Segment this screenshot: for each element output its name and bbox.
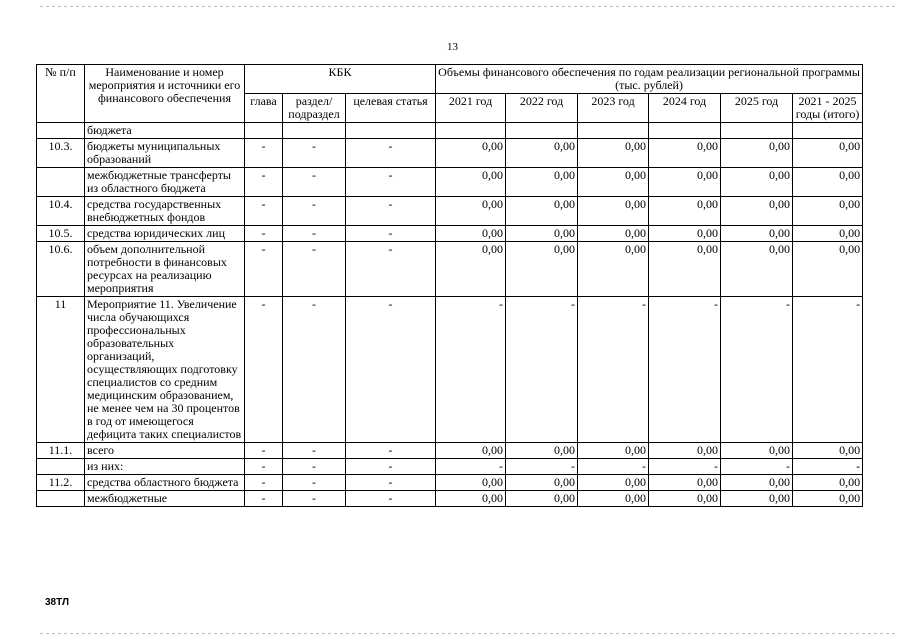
row-kbk-razdel: - bbox=[283, 491, 346, 507]
table-row bbox=[37, 168, 863, 197]
row-kbk-razdel: - bbox=[283, 139, 346, 168]
footer-stamp: 38ТЛ bbox=[45, 597, 69, 608]
row-value: 0,00 bbox=[721, 197, 793, 226]
row-name: средства юридических лиц bbox=[85, 226, 245, 242]
row-value: - bbox=[721, 297, 793, 443]
row-value: 0,00 bbox=[793, 443, 863, 459]
row-value: - bbox=[793, 297, 863, 443]
row-value: - bbox=[436, 297, 506, 443]
header-row-1 bbox=[37, 65, 863, 94]
row-value: 0,00 bbox=[721, 168, 793, 197]
row-value: 0,00 bbox=[506, 226, 578, 242]
row-kbk-glava: - bbox=[245, 139, 283, 168]
row-value: 0,00 bbox=[793, 168, 863, 197]
table-row bbox=[37, 297, 863, 443]
row-number: 11.1. bbox=[37, 443, 85, 459]
row-value: 0,00 bbox=[578, 168, 649, 197]
row-kbk-statya: - bbox=[346, 297, 436, 443]
table-row bbox=[37, 491, 863, 507]
row-value: 0,00 bbox=[578, 443, 649, 459]
row-value: 0,00 bbox=[578, 242, 649, 297]
row-value: 0,00 bbox=[436, 475, 506, 491]
row-value: 0,00 bbox=[506, 168, 578, 197]
row-value bbox=[721, 123, 793, 139]
row-kbk-statya: - bbox=[346, 475, 436, 491]
row-kbk-razdel: - bbox=[283, 168, 346, 197]
row-name: межбюджетные трансферты из областного бюджета bbox=[85, 168, 245, 197]
row-value: 0,00 bbox=[721, 226, 793, 242]
row-value: 0,00 bbox=[649, 197, 721, 226]
page-number: 13 bbox=[447, 41, 458, 53]
row-kbk-statya: - bbox=[346, 491, 436, 507]
header-year-2022: 2022 год bbox=[506, 94, 578, 123]
header-year-2023: 2023 год bbox=[578, 94, 649, 123]
table-row bbox=[37, 459, 863, 475]
row-value: 0,00 bbox=[793, 475, 863, 491]
row-value: 0,00 bbox=[436, 491, 506, 507]
row-kbk-razdel: - bbox=[283, 242, 346, 297]
row-name: средства государственных внебюджетных фондов bbox=[85, 197, 245, 226]
row-kbk-glava: - bbox=[245, 226, 283, 242]
row-number bbox=[37, 123, 85, 139]
row-value: 0,00 bbox=[793, 242, 863, 297]
header-num: № п/п bbox=[37, 65, 85, 123]
row-value: 0,00 bbox=[578, 491, 649, 507]
row-number bbox=[37, 459, 85, 475]
table-row bbox=[37, 475, 863, 491]
row-value: - bbox=[793, 459, 863, 475]
row-value: 0,00 bbox=[721, 443, 793, 459]
row-value: 0,00 bbox=[436, 226, 506, 242]
row-kbk-statya: - bbox=[346, 242, 436, 297]
row-value: 0,00 bbox=[793, 226, 863, 242]
row-number bbox=[37, 491, 85, 507]
row-kbk-statya: - bbox=[346, 226, 436, 242]
header-kbk-razdel: раздел/ подраздел bbox=[283, 94, 346, 123]
row-name: из них: bbox=[85, 459, 245, 475]
row-value: - bbox=[506, 297, 578, 443]
row-value: 0,00 bbox=[506, 491, 578, 507]
row-value bbox=[436, 123, 506, 139]
row-kbk-glava: - bbox=[245, 475, 283, 491]
row-kbk-razdel: - bbox=[283, 197, 346, 226]
row-number: 11.2. bbox=[37, 475, 85, 491]
row-value: - bbox=[506, 459, 578, 475]
row-value: - bbox=[649, 459, 721, 475]
row-number: 11 bbox=[37, 297, 85, 443]
row-value: 0,00 bbox=[436, 242, 506, 297]
scan-artifact-bottom bbox=[40, 633, 895, 634]
row-kbk-glava: - bbox=[245, 197, 283, 226]
row-value: 0,00 bbox=[721, 475, 793, 491]
row-kbk-statya: - bbox=[346, 459, 436, 475]
row-name: бюджеты муниципальных образований bbox=[85, 139, 245, 168]
row-number: 10.6. bbox=[37, 242, 85, 297]
row-number: 10.3. bbox=[37, 139, 85, 168]
row-kbk-statya: - bbox=[346, 139, 436, 168]
row-value: 0,00 bbox=[649, 226, 721, 242]
row-kbk-razdel: - bbox=[283, 297, 346, 443]
row-kbk-glava: - bbox=[245, 168, 283, 197]
table-row bbox=[37, 123, 863, 139]
row-kbk-statya: - bbox=[346, 168, 436, 197]
row-number: 10.4. bbox=[37, 197, 85, 226]
row-value bbox=[649, 123, 721, 139]
row-value: - bbox=[436, 459, 506, 475]
row-kbk-glava: - bbox=[245, 242, 283, 297]
row-kbk-razdel: - bbox=[283, 226, 346, 242]
row-name: средства областного бюджета bbox=[85, 475, 245, 491]
row-number bbox=[37, 168, 85, 197]
table-row bbox=[37, 226, 863, 242]
row-value: 0,00 bbox=[649, 168, 721, 197]
row-value: 0,00 bbox=[578, 197, 649, 226]
table-row bbox=[37, 242, 863, 297]
row-value: 0,00 bbox=[436, 443, 506, 459]
row-value: 0,00 bbox=[578, 139, 649, 168]
row-value: 0,00 bbox=[436, 197, 506, 226]
row-value: 0,00 bbox=[721, 242, 793, 297]
funding-table bbox=[36, 64, 863, 507]
row-value: - bbox=[578, 459, 649, 475]
row-name: всего bbox=[85, 443, 245, 459]
row-value: 0,00 bbox=[436, 139, 506, 168]
row-value bbox=[506, 123, 578, 139]
row-kbk-glava: - bbox=[245, 491, 283, 507]
row-name: бюджета bbox=[85, 123, 245, 139]
row-value: 0,00 bbox=[793, 491, 863, 507]
row-kbk-statya: - bbox=[346, 443, 436, 459]
header-year-2024: 2024 год bbox=[649, 94, 721, 123]
row-value: 0,00 bbox=[649, 139, 721, 168]
row-value: 0,00 bbox=[506, 475, 578, 491]
row-kbk-glava: - bbox=[245, 459, 283, 475]
row-kbk-glava: - bbox=[245, 443, 283, 459]
row-kbk-razdel: - bbox=[283, 459, 346, 475]
row-value: 0,00 bbox=[578, 475, 649, 491]
row-kbk-statya: - bbox=[346, 197, 436, 226]
row-value: - bbox=[649, 297, 721, 443]
row-name: Мероприятие 11. Увеличение числа обучающихся профессиональных образовательных организаций, осуществляющих подготовку специалистов со средним медицинским образованием, не менее чем на 30 процентов в год от имеющегося дефицита таких специалистов bbox=[85, 297, 245, 443]
row-value: 0,00 bbox=[649, 475, 721, 491]
header-year-2021: 2021 год bbox=[436, 94, 506, 123]
row-value: 0,00 bbox=[649, 491, 721, 507]
header-year-total: 2021 - 2025 годы (итого) bbox=[793, 94, 863, 123]
row-value: - bbox=[578, 297, 649, 443]
row-value bbox=[578, 123, 649, 139]
row-kbk-glava: - bbox=[245, 297, 283, 443]
row-kbk-razdel: - bbox=[283, 443, 346, 459]
row-name: объем дополнительной потребности в финансовых ресурсах на реализацию мероприятия bbox=[85, 242, 245, 297]
row-value: 0,00 bbox=[793, 197, 863, 226]
row-kbk-statya bbox=[346, 123, 436, 139]
header-kbk-glava: глава bbox=[245, 94, 283, 123]
header-name: Наименование и номер мероприятия и источники его финансового обеспечения bbox=[85, 65, 245, 123]
row-value: 0,00 bbox=[506, 443, 578, 459]
scan-artifact-top bbox=[40, 6, 895, 7]
row-value: 0,00 bbox=[649, 242, 721, 297]
row-number: 10.5. bbox=[37, 226, 85, 242]
header-funding: Объемы финансового обеспечения по годам реализации региональной программы (тыс. рублей) bbox=[436, 65, 863, 94]
table-row bbox=[37, 139, 863, 168]
header-kbk-statya: целевая статья bbox=[346, 94, 436, 123]
row-kbk-razdel: - bbox=[283, 475, 346, 491]
row-value: 0,00 bbox=[506, 139, 578, 168]
row-kbk-glava bbox=[245, 123, 283, 139]
row-value: - bbox=[721, 459, 793, 475]
row-value: 0,00 bbox=[649, 443, 721, 459]
row-name: межбюджетные bbox=[85, 491, 245, 507]
header-kbk: КБК bbox=[245, 65, 436, 94]
header-year-2025: 2025 год bbox=[721, 94, 793, 123]
table-row bbox=[37, 197, 863, 226]
row-value: 0,00 bbox=[721, 139, 793, 168]
row-value: 0,00 bbox=[578, 226, 649, 242]
row-value: 0,00 bbox=[506, 197, 578, 226]
table-row bbox=[37, 443, 863, 459]
row-kbk-razdel bbox=[283, 123, 346, 139]
row-value: 0,00 bbox=[506, 242, 578, 297]
row-value: 0,00 bbox=[721, 491, 793, 507]
row-value: 0,00 bbox=[436, 168, 506, 197]
row-value: 0,00 bbox=[793, 139, 863, 168]
row-value bbox=[793, 123, 863, 139]
